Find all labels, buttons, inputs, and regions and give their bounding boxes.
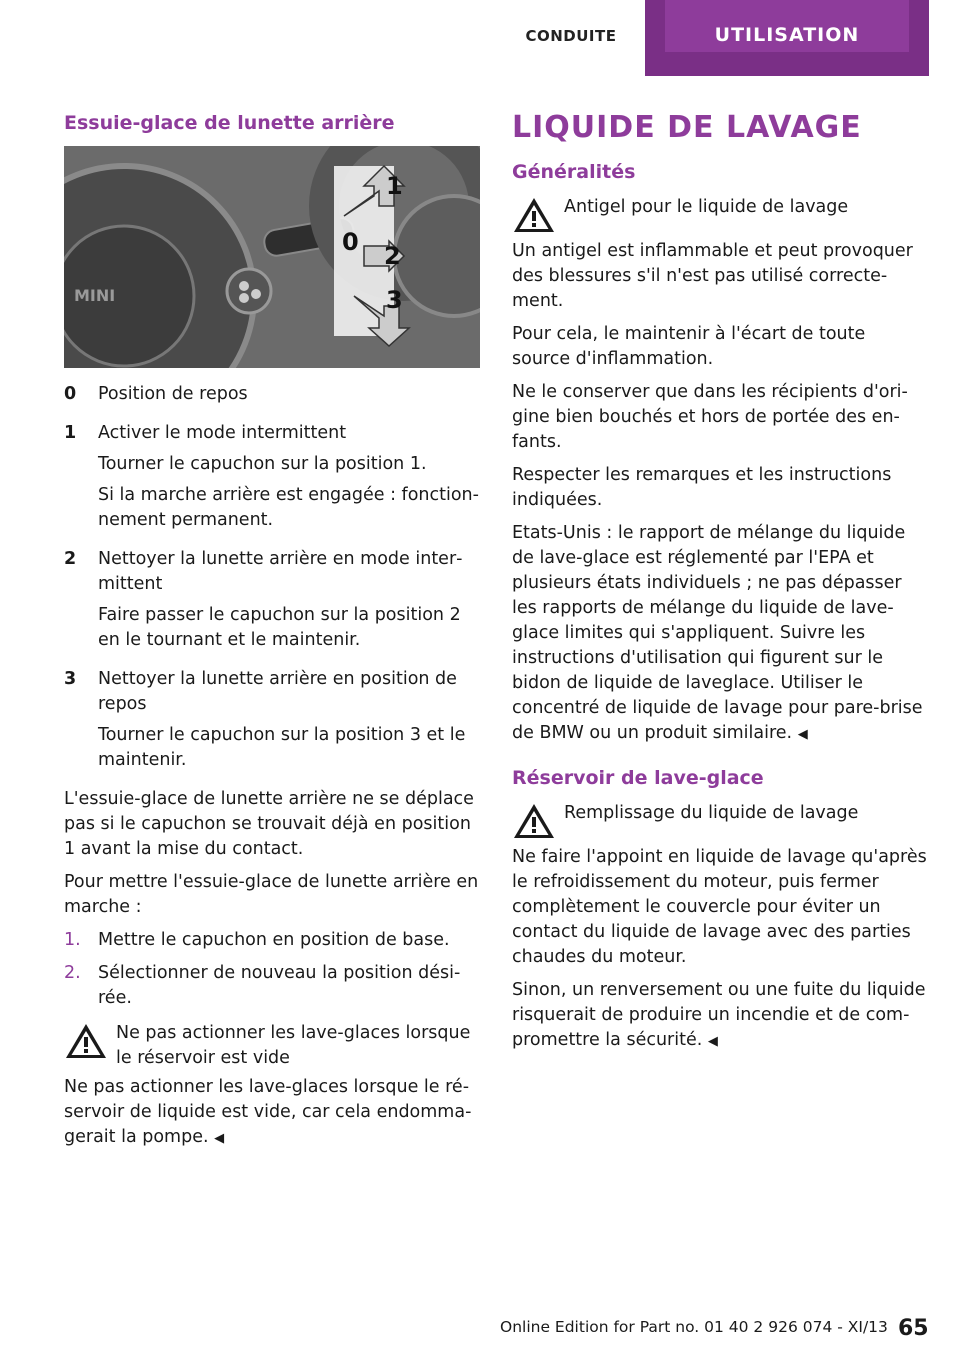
paragraph: Ne le conserver que dans les récipients d'origine bien bouchés et hors de portée des enfants.	[512, 382, 908, 452]
warning-icon	[512, 195, 556, 235]
legend-text: Nettoyer la lunette arrière en position de repos	[98, 669, 457, 714]
legend-number: 3	[64, 669, 77, 689]
steering-lever-figure	[64, 146, 480, 368]
right-column	[512, 100, 928, 1062]
header-section: CONDUITE	[525, 27, 617, 45]
steering-lever-illustration	[64, 146, 480, 368]
washer-fluid-heading: LIQUIDE DE LAVAGE	[512, 110, 862, 145]
legend-item	[64, 421, 482, 539]
reservoir-subheading: Réservoir de lave-glace	[512, 767, 764, 789]
paragraph: Pour mettre l'essuie-glace de lunette arrière en marche :	[64, 872, 479, 917]
legend-text: Tourner le capuchon sur la position 1.	[98, 454, 427, 474]
warning-block	[64, 1021, 482, 1071]
paragraph: Pour cela, le maintenir à l'écart de toute source d'inflammation.	[512, 324, 866, 369]
steps-list	[64, 928, 482, 1011]
figure-label-2: 2	[384, 242, 401, 270]
step-text: Mettre le capuchon en position de base.	[98, 930, 450, 950]
legend-number: 0	[64, 384, 77, 404]
step-number: 2.	[64, 963, 81, 983]
end-mark: ◀	[707, 1034, 718, 1049]
figure-label-3: 3	[386, 286, 403, 314]
warning-block	[512, 195, 928, 235]
warning-title: Antigel pour le liquide de lavage	[564, 197, 849, 217]
legend-text: Position de repos	[98, 384, 248, 404]
warning-text: Ne faire l'appoint en liquide de lavage qu'après le refroidissement du moteur, puis fermer complètement le couvercle pour éviter un contact du liquide de lavage avec des parties chaudes du moteur.	[512, 847, 927, 967]
legend-text: Faire passer le capuchon sur la position 2 en le tournant et le maintenir.	[98, 605, 461, 650]
warning-title: Ne pas actionner les lave-glaces lorsque le réservoir est vide	[116, 1023, 471, 1068]
figure-label-1: 1	[386, 172, 403, 200]
step-text: Sélectionner de nouveau la position désirée.	[98, 963, 461, 1008]
warning-icon	[64, 1021, 108, 1061]
general-subheading: Généralités	[512, 161, 636, 183]
end-mark: ◀	[214, 1131, 225, 1146]
warning-title: Remplissage du liquide de lavage	[564, 803, 859, 823]
legend-item	[64, 382, 482, 413]
header-chapter-tab	[645, 0, 929, 76]
legend-text: Nettoyer la lunette arrière en mode intermittent	[98, 549, 463, 594]
legend-text: Si la marche arrière est engagée : fonctionnement permanent.	[98, 485, 479, 530]
paragraph: Sinon, un renversement ou une fuite du liquide risquerait de produire un incendie et de compromettre la sécurité.	[512, 980, 926, 1050]
list-item	[64, 961, 482, 1011]
legend-text: Tourner le capuchon sur la position 3 et le maintenir.	[98, 725, 466, 770]
left-column	[64, 100, 482, 1159]
figure-label-0: 0	[342, 228, 359, 256]
legend-number: 1	[64, 423, 77, 443]
page-number: 65	[898, 1316, 929, 1341]
footer-edition: Online Edition for Part no. 01 40 2 926 074 - XI/13	[500, 1318, 888, 1336]
legend-number: 2	[64, 549, 77, 569]
warning-block	[512, 801, 928, 841]
rear-wiper-heading: Essuie-glace de lunette arrière	[64, 112, 395, 134]
step-number: 1.	[64, 930, 81, 950]
warning-icon	[512, 801, 556, 841]
legend-item	[64, 667, 482, 779]
legend-item	[64, 547, 482, 659]
svg-text:MINI: MINI	[74, 286, 116, 305]
paragraph: L'essuie-glace de lunette arrière ne se déplace pas si le capuchon se trouvait déjà en position 1 avant la mise du contact.	[64, 789, 474, 859]
list-item	[64, 928, 482, 953]
paragraph: Respecter les remarques et les instructions indiquées.	[512, 465, 892, 510]
end-mark: ◀	[797, 727, 808, 742]
warning-text: Un antigel est inflammable et peut provoquer des blessures s'il n'est pas utilisé correctement.	[512, 241, 913, 311]
warning-text: Ne pas actionner les lave-glaces lorsque le réservoir de liquide est vide, car cela endommagerait la pompe.	[64, 1077, 472, 1147]
header-chapter-label: UTILISATION	[665, 0, 909, 52]
paragraph: Etats-Unis : le rapport de mélange du liquide de lave-glace est réglementé par l'EPA et plusieurs états individuels ; ne pas dépasser les rapports de mélange du liquide de lave-glace limites qui s'appliquent. Suivre les instructions d'utilisation qui figurent sur le bidon de liquide de laveglace. Utiliser le concentré de liquide de lavage pour pare-brise de BMW ou un produit similaire.	[512, 523, 923, 743]
legend-text: Activer le mode intermittent	[98, 423, 347, 443]
